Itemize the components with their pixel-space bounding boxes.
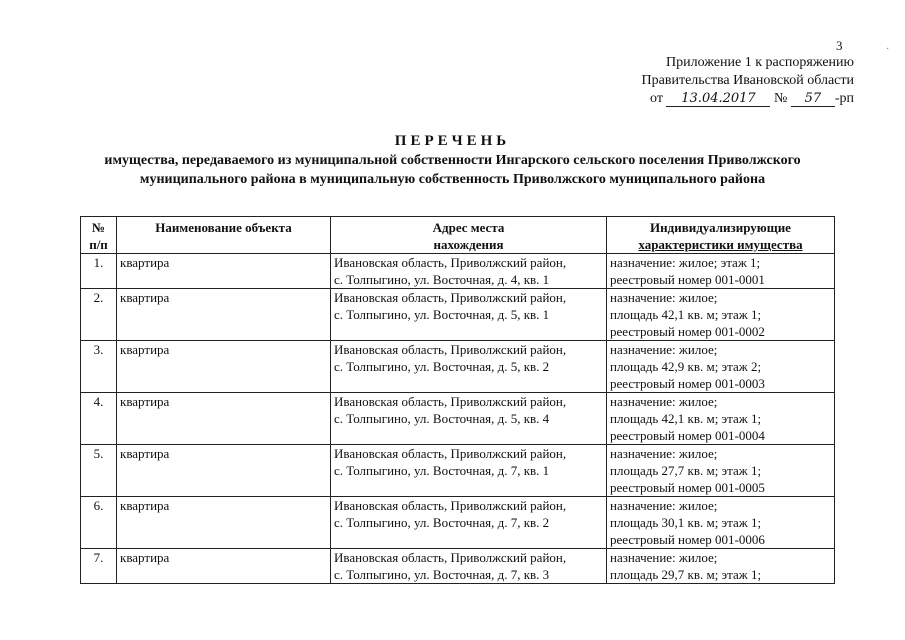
row-characteristics — [607, 497, 835, 549]
scan-speck: · — [886, 44, 890, 55]
row-address-line-2: с. Толпыгино, ул. Восточная, д. 7, кв. 1 — [334, 463, 550, 478]
header-name — [117, 217, 331, 254]
annex-number-label: № — [773, 91, 788, 106]
row-address — [331, 393, 607, 445]
row-name — [117, 445, 331, 497]
row-number — [81, 497, 117, 549]
page-number: 3 — [836, 38, 843, 53]
row-characteristics-line-1: назначение: жилое; — [610, 290, 718, 305]
row-number-line-1: 7. — [93, 550, 104, 565]
row-name — [117, 497, 331, 549]
row-characteristics-line-2: площадь 30,1 кв. м; этаж 1; — [610, 515, 762, 530]
annex-line-2: Правительства Ивановской области — [641, 73, 854, 88]
row-address-line-1: Ивановская область, Приволжский район, — [334, 290, 567, 305]
row-number — [81, 341, 117, 393]
row-characteristics — [607, 445, 835, 497]
table-body — [81, 254, 835, 584]
annex-block — [600, 54, 854, 108]
row-number — [81, 549, 117, 584]
row-characteristics-line-2: реестровый номер 001-0001 — [610, 272, 765, 287]
row-characteristics-line-2: площадь 29,7 кв. м; этаж 1; — [610, 567, 762, 582]
annex-line-1: Приложение 1 к распоряжению — [666, 55, 854, 70]
document-title: ПЕРЕЧЕНЬ — [394, 133, 511, 149]
header-characteristics — [607, 217, 835, 254]
row-name-line-1: квартира — [120, 290, 170, 305]
table-row — [81, 341, 835, 393]
row-characteristics-line-3: реестровый номер 001-0002 — [610, 324, 765, 339]
row-number — [81, 445, 117, 497]
row-characteristics-line-1: назначение: жилое; — [610, 446, 718, 461]
annex-suffix: -рп — [834, 91, 854, 106]
row-characteristics-line-1: назначение: жилое; — [610, 550, 718, 565]
table-row — [81, 549, 835, 584]
row-name-line-1: квартира — [120, 446, 170, 461]
row-characteristics-line-2: площадь 42,1 кв. м; этаж 1; — [610, 307, 762, 322]
document-subtitle: имущества, передаваемого из муниципальной собственности Ингарского сельского поселения Приволжского муниципального района в муниципальную собственность Приволжского муниципального района — [104, 153, 801, 187]
row-characteristics — [607, 549, 835, 584]
row-address — [331, 445, 607, 497]
row-address-line-2: с. Толпыгино, ул. Восточная, д. 5, кв. 2 — [334, 359, 550, 374]
row-address — [331, 254, 607, 289]
row-characteristics-line-2: площадь 42,1 кв. м; этаж 1; — [610, 411, 762, 426]
row-characteristics-line-3: реестровый номер 001-0005 — [610, 480, 765, 495]
annex-date: 13.04.2017 — [666, 92, 770, 107]
row-address-line-1: Ивановская область, Приволжский район, — [334, 342, 567, 357]
table-row — [81, 289, 835, 341]
row-characteristics — [607, 289, 835, 341]
row-characteristics-line-3: реестровый номер 001-0003 — [610, 376, 765, 391]
row-address-line-1: Ивановская область, Приволжский район, — [334, 446, 567, 461]
header-number-line-2: п/п — [89, 237, 108, 252]
table-row — [81, 254, 835, 289]
row-address-line-2: с. Толпыгино, ул. Восточная, д. 4, кв. 1 — [334, 272, 550, 287]
row-characteristics — [607, 393, 835, 445]
row-characteristics-line-1: назначение: жилое; — [610, 498, 718, 513]
row-address-line-2: с. Толпыгино, ул. Восточная, д. 7, кв. 2 — [334, 515, 550, 530]
row-characteristics-line-1: назначение: жилое; этаж 1; — [610, 255, 761, 270]
row-characteristics-line-1: назначение: жилое; — [610, 394, 718, 409]
row-address-line-1: Ивановская область, Приволжский район, — [334, 550, 567, 565]
annex-prefix: от — [650, 91, 663, 106]
header-address-line-1: Адрес места — [432, 220, 505, 235]
header-characteristics-line-2: характеристики имущества — [638, 237, 803, 252]
row-address — [331, 341, 607, 393]
row-number — [81, 254, 117, 289]
row-characteristics-line-3: реестровый номер 001-0006 — [610, 532, 765, 547]
table-row — [81, 393, 835, 445]
row-number-line-1: 6. — [93, 498, 104, 513]
row-number-line-1: 4. — [93, 394, 104, 409]
row-name-line-1: квартира — [120, 498, 170, 513]
row-name-line-1: квартира — [120, 255, 170, 270]
row-name-line-1: квартира — [120, 342, 170, 357]
row-address-line-1: Ивановская область, Приволжский район, — [334, 255, 567, 270]
row-name-line-1: квартира — [120, 394, 170, 409]
header-name-label: Наименование объекта — [155, 220, 292, 235]
row-number-line-1: 1. — [93, 255, 104, 270]
row-address — [331, 289, 607, 341]
header-address — [331, 217, 607, 254]
table-row — [81, 497, 835, 549]
header-number-line-1: № — [91, 220, 106, 235]
row-address-line-2: с. Толпыгино, ул. Восточная, д. 5, кв. 4 — [334, 411, 550, 426]
row-number-line-1: 3. — [93, 342, 104, 357]
row-address-line-2: с. Толпыгино, ул. Восточная, д. 5, кв. 1 — [334, 307, 550, 322]
property-table — [80, 216, 835, 584]
header-address-line-2: нахождения — [433, 237, 504, 252]
row-number-line-1: 2. — [93, 290, 104, 305]
header-number — [81, 217, 117, 254]
row-characteristics-line-2: площадь 27,7 кв. м; этаж 1; — [610, 463, 762, 478]
row-characteristics — [607, 341, 835, 393]
row-name — [117, 341, 331, 393]
row-characteristics-line-1: назначение: жилое; — [610, 342, 718, 357]
row-address — [331, 497, 607, 549]
annex-number: 57 — [791, 92, 835, 107]
row-address-line-1: Ивановская область, Приволжский район, — [334, 498, 567, 513]
annex-line-3 — [600, 90, 854, 108]
row-characteristics-line-3: реестровый номер 001-0004 — [610, 428, 765, 443]
row-name — [117, 549, 331, 584]
row-number — [81, 393, 117, 445]
row-name — [117, 289, 331, 341]
table-header-row — [81, 217, 835, 254]
row-number-line-1: 5. — [93, 446, 104, 461]
row-address-line-2: с. Толпыгино, ул. Восточная, д. 7, кв. 3 — [334, 567, 550, 582]
row-address — [331, 549, 607, 584]
row-characteristics-line-2: площадь 42,9 кв. м; этаж 2; — [610, 359, 762, 374]
table-row — [81, 445, 835, 497]
row-characteristics — [607, 254, 835, 289]
row-name-line-1: квартира — [120, 550, 170, 565]
row-number — [81, 289, 117, 341]
row-name — [117, 393, 331, 445]
header-characteristics-line-1: Индивидуализирующие — [650, 220, 791, 235]
row-name — [117, 254, 331, 289]
row-address-line-1: Ивановская область, Приволжский район, — [334, 394, 567, 409]
